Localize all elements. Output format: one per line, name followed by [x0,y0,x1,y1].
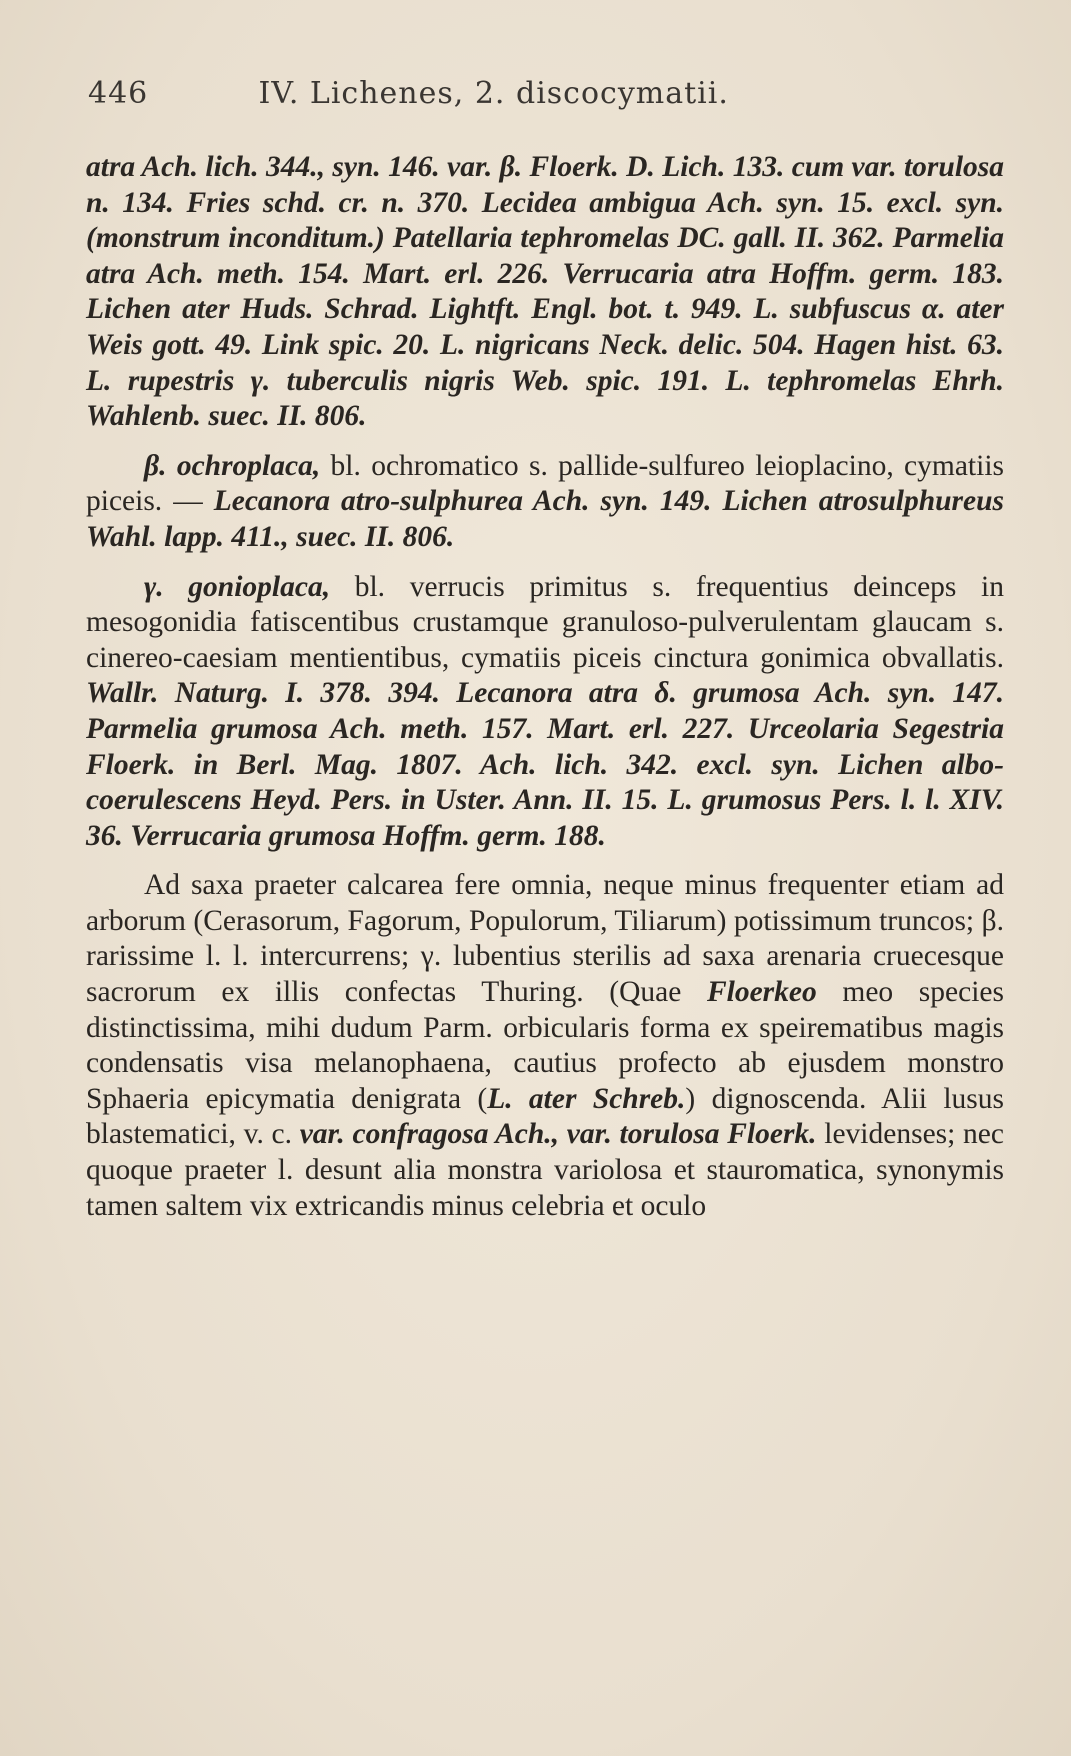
variety-gamma-description: bl. verrucis primitus s. frequentius deinceps in mesogonidia fatiscentibus crustamque granuloso-pulverulentam glaucam s. cinereo-caesiam mentientibus, cymatiis piceis cinctura gonimica obvallatis. [86,570,1005,674]
variety-gamma-paragraph [86,570,1004,855]
habitat-paragraph [86,868,1004,1224]
running-header [88,76,988,111]
page-body [86,150,1004,1224]
habitat-varieties: var. confragosa Ach., var. torulosa Floerk. [299,1118,817,1151]
habitat-text-4: levidenses; nec quoque praeter l. desunt alia monstra variolosa et stauromatica, synonymis tamen saltem vix extricandis minus celebria et oculo [86,1118,1004,1222]
habitat-text-2: meo species distinctissima, mihi dudum Parm. orbicularis forma ex speirematibus magis condensatis visa melanophaena, cautius profecto ab ejusdem monstro Sphaeria epicymatia denigrata ( [86,976,1004,1115]
variety-beta-synonymy: Lecanora atro-sulphurea Ach. syn. 149. Lichen atrosulphureus Wahl. lapp. 411., suec. II. 806. [86,485,1004,553]
habitat-floerkeo: Floerkeo [706,976,817,1009]
variety-gamma-label: γ. gonioplaca, [144,570,331,603]
page-number: 446 [88,76,149,111]
variety-beta-label: β. ochroplaca, [144,449,321,482]
habitat-lichen-ater: L. ater Schreb. [487,1082,686,1115]
variety-beta-description: bl. ochromatico s. pallide-sulfureo leioplacino, cymatiis piceis. — [86,449,1004,518]
variety-beta-paragraph [86,449,1004,556]
habitat-text-1: Ad saxa praeter calcarea fere omnia, neque minus frequenter etiam ad arborum (Cerasorum, Fagorum, Populorum, Tiliarum) potissimum truncos; β. rarissime l. l. intercurrens; γ. lubentius sterilis ad saxa arenaria cruecesque sacrorum ex illis confectas Thuring. (Quae [86,869,1004,1009]
habitat-text-3: ) dignoscenda. Alii lusus blastematici, v. c. [86,1082,1004,1151]
synonymy-paragraph: atra Ach. lich. 344., syn. 146. var. β. Floerk. D. Lich. 133. cum var. torulosa n. 134. Fries schd. cr. n. 370. Lecidea ambigua Ach. syn. 15. excl. syn. (monstrum inconditum.) Patellaria tephromelas DC. gall. II. 362. Parmelia atra Ach. meth. 154. Mart. erl. 226. Verrucaria atra Hoffm. germ. 183. Lichen ater Huds. Schrad. Lightft. Engl. bot. t. 949. L. subfuscus α. ater Weis gott. 49. Link spic. 20. L. nigricans Neck. delic. 504. Hagen hist. 63. L. rupestris γ. tuberculis nigris Web. spic. 191. L. tephromelas Ehrh. Wahlenb. suec. II. 806. [86,151,1004,433]
variety-gamma-synonymy: Wallr. Naturg. I. 378. 394. Lecanora atra δ. grumosa Ach. syn. 147. Parmelia grumosa Ach. meth. 157. Mart. erl. 227. Urceolaria Segestria Floerk. in Berl. Mag. 1807. Ach. lich. 342. excl. syn. Lichen albo-coerulescens Heyd. Pers. in Uster. Ann. II. 15. L. grumosus Pers. l. l. XIV. 36. Verrucaria grumosa Hoffm. germ. 188. [86,677,1004,852]
running-title: IV. Lichenes, 2. discocymatii. [258,76,729,111]
